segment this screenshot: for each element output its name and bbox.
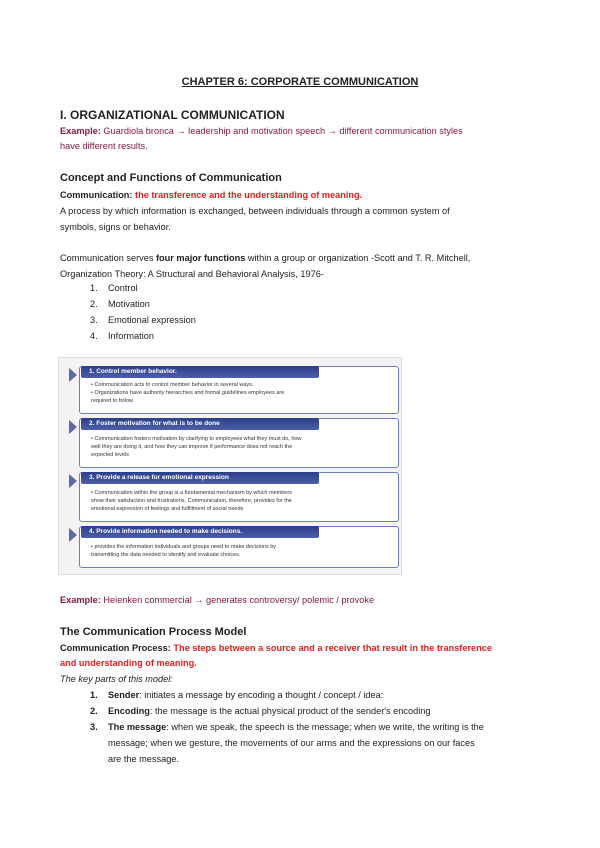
item-number: 3. <box>90 722 98 732</box>
item-term: Encoding <box>108 706 150 716</box>
functions-intro-pre: Communication serves <box>60 253 156 263</box>
figure-box-line: • provides the information individuals and groups need to make decisions by <box>91 544 277 550</box>
arrow-icon <box>69 528 77 542</box>
figure-box-heading: 1. Control member behavior. <box>81 366 319 378</box>
item-text: : the message is the actual physical product of the sender's encoding <box>149 706 431 716</box>
process-item-message-line2: message; when we gesture, the movements of our arms and the expressions on our faces <box>108 738 475 748</box>
item-number: 2. <box>90 706 98 716</box>
concept-heading: Concept and Functions of Communication <box>60 172 282 184</box>
figure-box-line: show their satisfaction and frustrations. Communication, therefore, provides for the <box>91 498 292 504</box>
function-item: 2. Motivation <box>90 299 150 309</box>
key-parts-label: The key parts of this model: <box>60 674 173 684</box>
item-number: 1. <box>90 690 98 700</box>
process-heading: The Communication Process Model <box>60 626 247 638</box>
figure-box-line: expected levels <box>91 452 129 458</box>
process-definition-line2: and understanding of meaning. <box>60 658 197 668</box>
figure-box-heading: 4. Provide information needed to make decisions. <box>81 526 319 538</box>
example-heineken <box>60 594 374 607</box>
functions-intro <box>60 252 470 265</box>
functions-intro-bold: four major functions <box>156 253 246 263</box>
definition-text: The steps between a source and a receiver that result in the transference <box>170 643 492 653</box>
example-guardiola <box>60 125 463 138</box>
figure-box-line: • Communication fosters motivation by clarifying to employees what they must do, how <box>91 436 302 442</box>
function-item: 3. Emotional expression <box>90 315 196 325</box>
item-term: The message <box>108 722 167 732</box>
page-title: CHAPTER 6: CORPORATE COMMUNICATION <box>181 76 419 88</box>
example-text: Guardiola bronca → leadership and motivation speech → different communication styles <box>100 126 463 136</box>
function-label: Motivation <box>108 299 150 309</box>
example-guardiola-line2: have different results. <box>60 141 148 151</box>
process-definition <box>60 642 492 655</box>
figure-box-heading: 3. Provide a release for emotional expression <box>81 472 319 484</box>
process-item-encoding <box>90 705 430 718</box>
example-label: Example: <box>60 595 101 605</box>
item-text: : when we speak, the speech is the message; when we write, the writing is the <box>166 722 484 732</box>
figure-box-line: well they are doing it, and how they can improve if performance does not reach the <box>91 444 293 450</box>
item-term: Sender <box>108 690 140 700</box>
definition-label: Communication Process: <box>60 643 171 653</box>
function-label: Emotional expression <box>108 315 196 325</box>
communication-definition <box>60 189 362 202</box>
figure-box-heading: 2. Foster motivation for what is to be done <box>81 418 319 430</box>
function-item: 4. Information <box>90 331 154 341</box>
figure-box-line: • Communication acts to control member behavior in several ways. <box>91 382 254 388</box>
function-label: Control <box>108 283 138 293</box>
figure-box-line: required to follow <box>91 398 133 404</box>
functions-intro-post: within a group or organization -Scott and T. R. Mitchell, <box>245 253 471 263</box>
process-item-sender <box>90 689 383 702</box>
example-label: Example: <box>60 126 101 136</box>
process-description-line1: A process by which information is exchanged, between individuals through a common system of <box>60 206 450 216</box>
figure-box-line: • Communication within the group is a fundamental mechanism by which members <box>91 490 292 496</box>
figure-box-line: emotional expression of feelings and fulfillment of social needs <box>91 506 244 512</box>
definition-label: Communication: <box>60 190 133 200</box>
example-text: Heienken commercial → generates controversy/ polemic / provoke <box>100 595 375 605</box>
functions-citation: Organization Theory: A Structural and Behavioral Analysis, 1976- <box>60 269 324 279</box>
function-label: Information <box>108 331 154 341</box>
function-item: 1. Control <box>90 283 138 293</box>
process-item-message <box>90 721 484 734</box>
definition-text: the transference and the understanding of meaning. <box>132 190 363 200</box>
process-description-line2: symbols, signs or behavior. <box>60 222 171 232</box>
item-text: : initiates a message by encoding a thought / concept / idea: <box>139 690 384 700</box>
figure-box-line: transmitting the data needed to identify and evaluate choices. <box>91 552 241 558</box>
arrow-icon <box>69 420 77 434</box>
process-item-message-line3: are the message. <box>108 754 179 764</box>
figure-box-line: • Organizations have authority hierarchies and formal guidelines employees are <box>91 390 285 396</box>
arrow-icon <box>69 368 77 382</box>
functions-figure <box>58 357 402 575</box>
section-heading-organizational: I. ORGANIZATIONAL COMMUNICATION <box>60 108 285 122</box>
arrow-icon <box>69 474 77 488</box>
